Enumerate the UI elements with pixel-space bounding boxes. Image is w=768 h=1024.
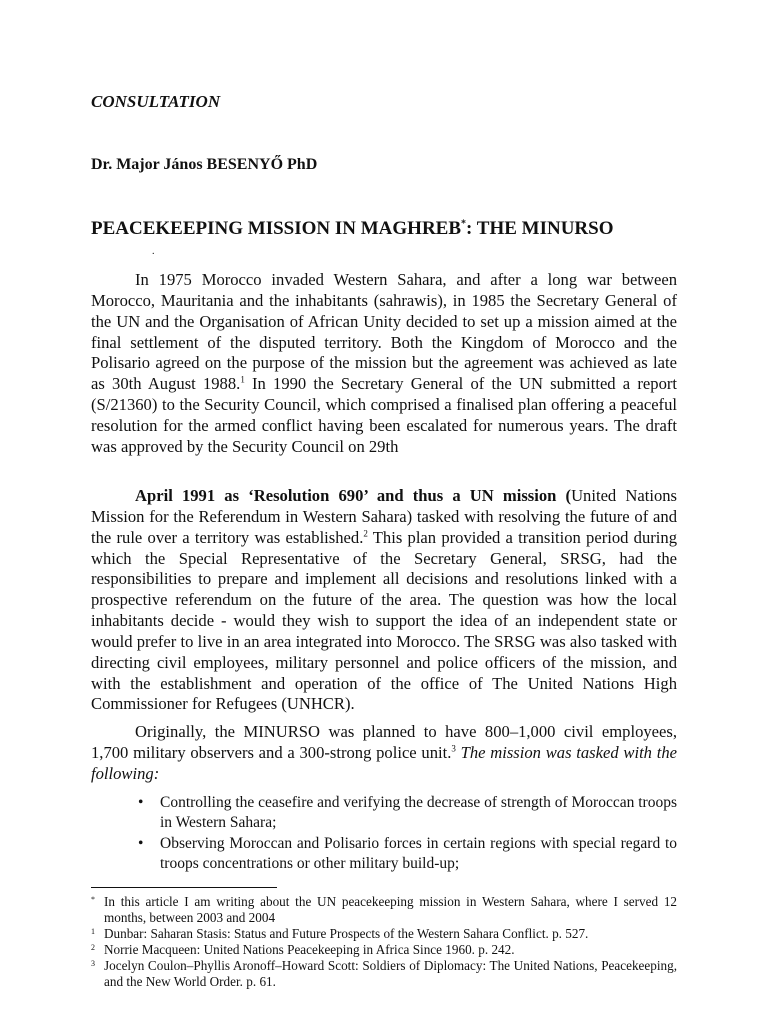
paragraph-3: [91, 722, 677, 785]
article-title: [91, 218, 613, 240]
list-item-text: Controlling the ceasefire and verifying the decrease of strength of Moroccan troops in Western Sahara;: [160, 794, 677, 832]
paragraph-2-bold-lead: April 1991 as ‘Resolution 690’ and thus a UN mission (: [135, 486, 572, 505]
paragraph-1-text-a: In 1975 Morocco invaded Western Sahara, and after a long war between Morocco, Mauritania and the inhabitants (sahrawis), in 1985 the Secretary General of the UN and the Organisation of African Unity decided to set up a mission aimed at the final settlement of the disputed territory. Both the Kingdom of Morocco and the Polisario agreed on the purpose of the mission but the agreement was achieved as late as 30th August 1988.: [91, 270, 677, 394]
paragraph-3-text-a: Originally, the MINURSO was planned to have 800–1,000 civil employees, 1,700 military observers and a 300-strong police unit.: [91, 722, 677, 762]
footnote: [91, 894, 677, 926]
list-item: [91, 834, 677, 875]
footnote: [91, 958, 677, 990]
bullet-icon: •: [138, 794, 144, 811]
paragraph-2-text-a: United Nations Mission for the Referendum in Western Sahara) tasked with resolving the future of and the rule over a territory was established.: [91, 486, 677, 547]
title-footnote-mark[interactable]: *: [461, 218, 467, 230]
bullet-icon: •: [138, 834, 144, 852]
title-text: PEACEKEEPING MISSION IN MAGHREB: [91, 218, 462, 239]
footnote-mark: *: [91, 895, 95, 904]
stray-dot: .: [152, 246, 155, 257]
footnote-text: In this article I am writing about the UN peacekeeping mission in Western Sahara, where I served 12 months, between 2003 and 2004: [104, 894, 677, 925]
footnote-mark: 1: [91, 926, 95, 936]
task-bullet-list: [91, 793, 677, 874]
list-item: [91, 793, 677, 834]
footnote-mark: 2: [91, 942, 95, 952]
footnote-ref-2[interactable]: 2: [363, 528, 368, 539]
title-text-rest: : THE MINURSO: [466, 218, 614, 239]
footnotes: [91, 894, 677, 989]
paragraph-1-text-b: In 1990 the Secretary General of the UN submitted a report (S/21360) to the Security Council, which comprised a finalised plan offering a peaceful resolution for the armed conflict having been escalated for numerous years. The draft was approved by the Security Council on 29th: [91, 374, 678, 456]
author-line: Dr. Major János BESENYŐ PhD: [91, 156, 318, 173]
paragraph-2-text-b: This plan provided a transition period during which the Special Representative of the Secretary General, SRSG, had the responsibilities to prepare and implement all decisions and resolutions linked with a prospective referendum on the future of the area. The question was how the local inhabitants decide - would they wish to support the idea of an independent state or would prefer to live in an area integrated into Morocco. The SRSG was also tasked with directing civil employees, military personnel and police officers of the mission, and with the establishment and operation of the office of The United Nations High Commissioner for Refugees (UNHCR).: [91, 527, 677, 714]
footnote-text: Jocelyn Coulon–Phyllis Aronoff–Howard Scott: Soldiers of Diplomacy: The United Nations, Peacekeeping, and the New World Order. p. 61.: [104, 957, 677, 989]
footnote-ref-3[interactable]: 3: [451, 743, 456, 754]
footnote-ref-1[interactable]: 1: [240, 374, 245, 385]
footnote-text: Norrie Macqueen: United Nations Peacekeeping in Africa Since 1960. p. 242.: [104, 941, 515, 957]
paragraph-1: [91, 270, 677, 458]
footnote: [91, 926, 677, 942]
footnote-text: Dunbar: Saharan Stasis: Status and Future Prospects of the Western Sahara Conflict. p. 527.: [104, 925, 589, 941]
paragraph-2: [91, 486, 677, 715]
section-label: CONSULTATION: [91, 92, 221, 111]
paragraph-3-italic: The mission was tasked with the following:: [91, 742, 677, 783]
footnote-mark: 3: [91, 958, 95, 968]
footnote: [91, 942, 677, 958]
footnote-divider: [91, 887, 277, 888]
list-item-text: Observing Moroccan and Polisario forces in certain regions with special regard to troops concentrations or other military build-up;: [160, 834, 677, 872]
